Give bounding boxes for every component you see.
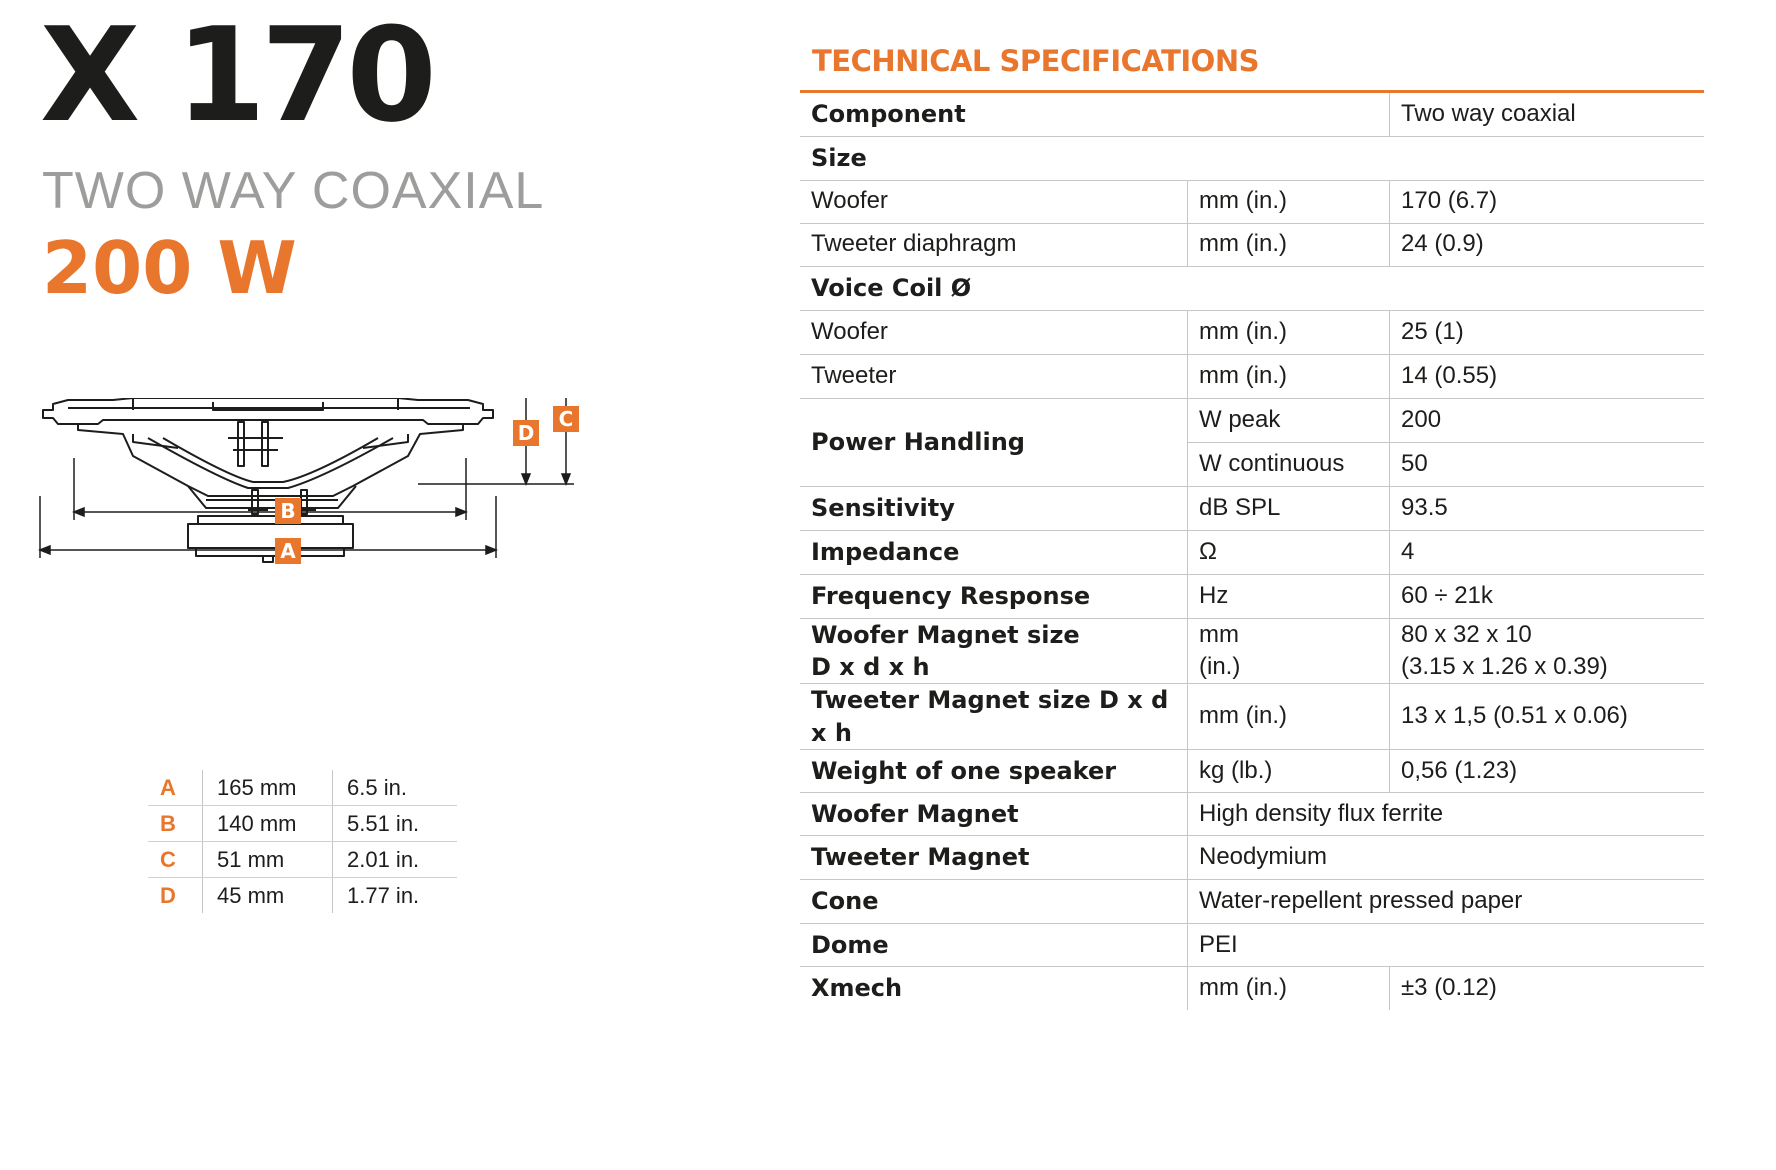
dimension-letter: B (148, 806, 203, 842)
spec-value: 14 (0.55) (1390, 354, 1705, 398)
spec-row-size-tweeter (800, 223, 1704, 266)
spec-unit: mm (in.) (1188, 967, 1390, 1010)
spec-value: 13 x 1,5 (0.51 x 0.06) (1390, 684, 1705, 750)
spec-value: 50 (1390, 442, 1705, 486)
label-a: A (280, 539, 296, 563)
spec-value-line2: (3.15 x 1.26 x 0.39) (1401, 652, 1608, 680)
spec-label: Impedance (800, 530, 1188, 574)
spec-row-woofer-magnet (800, 793, 1704, 836)
spec-label: Tweeter Magnet size D x d x h (800, 684, 1188, 750)
spec-row-vc-woofer (800, 310, 1704, 354)
spec-unit: kg (lb.) (1188, 750, 1390, 793)
spec-label: Weight of one speaker (800, 750, 1188, 793)
spec-value: 24 (0.9) (1390, 223, 1705, 266)
spec-unit: mm (in.) (1188, 684, 1390, 750)
dimension-in: 2.01 in. (333, 842, 458, 878)
spec-table (800, 93, 1704, 1010)
spec-value: ±3 (0.12) (1390, 967, 1705, 1010)
spec-row-size (800, 136, 1704, 180)
spec-label: Tweeter (800, 354, 1188, 398)
spec-value: 200 (1390, 398, 1705, 442)
spec-label: Tweeter diaphragm (800, 223, 1188, 266)
spec-label: Component (800, 93, 1390, 136)
spec-value (1390, 618, 1705, 684)
model-name: X 170 (40, 0, 432, 151)
product-type: TWO WAY COAXIAL (42, 162, 545, 220)
label-c: C (558, 407, 574, 431)
spec-value: High density flux ferrite (1188, 793, 1705, 836)
dimension-row (148, 770, 457, 806)
spec-label: Woofer Magnet (800, 793, 1188, 836)
dimension-mm: 45 mm (203, 878, 333, 914)
spec-value-line1: 80 x 32 x 10 (1401, 620, 1532, 648)
spec-label: Cone (800, 880, 1188, 924)
dimension-row (148, 842, 457, 878)
spec-label (800, 618, 1188, 684)
spec-row-cone (800, 880, 1704, 924)
spec-label: Woofer (800, 180, 1188, 223)
spec-label: Tweeter Magnet (800, 836, 1188, 880)
dimension-in: 6.5 in. (333, 770, 458, 806)
spec-row-voice-coil (800, 266, 1704, 310)
speaker-dimension-diagram (38, 398, 628, 652)
dimensions-table (148, 770, 457, 913)
dimension-in: 5.51 in. (333, 806, 458, 842)
spec-row-power-peak (800, 398, 1704, 442)
spec-title: TECHNICAL SPECIFICATIONS (812, 44, 1259, 78)
spec-value: 25 (1) (1390, 310, 1705, 354)
dimension-row (148, 806, 457, 842)
spec-unit: dB SPL (1188, 486, 1390, 530)
dimension-row (148, 878, 457, 914)
spec-section: Voice Coil Ø (800, 266, 1704, 310)
spec-unit: mm (in.) (1188, 180, 1390, 223)
spec-value: Neodymium (1188, 836, 1705, 880)
spec-row-sensitivity (800, 486, 1704, 530)
spec-value: 170 (6.7) (1390, 180, 1705, 223)
spec-unit: W continuous (1188, 442, 1390, 486)
spec-unit: W peak (1188, 398, 1390, 442)
spec-value: PEI (1188, 924, 1705, 967)
spec-row-xmech (800, 967, 1704, 1010)
dimension-letter: C (148, 842, 203, 878)
spec-value: 93.5 (1390, 486, 1705, 530)
spec-row-size-woofer (800, 180, 1704, 223)
spec-value: Two way coaxial (1390, 93, 1705, 136)
spec-unit-line1: mm (1199, 620, 1239, 648)
spec-value: 4 (1390, 530, 1705, 574)
spec-value: 0,56 (1.23) (1390, 750, 1705, 793)
dimension-mm: 140 mm (203, 806, 333, 842)
spec-section: Size (800, 136, 1704, 180)
spec-unit: mm (in.) (1188, 354, 1390, 398)
spec-unit: Ω (1188, 530, 1390, 574)
spec-label: Woofer (800, 310, 1188, 354)
spec-row-tweeter-magnet (800, 836, 1704, 880)
spec-row-tweeter-magnet-size (800, 684, 1704, 750)
spec-unit: Hz (1188, 574, 1390, 618)
spec-unit (1188, 618, 1390, 684)
spec-unit: mm (in.) (1188, 223, 1390, 266)
spec-row-frequency (800, 574, 1704, 618)
spec-label-line2: D x d x h (811, 652, 930, 681)
dimension-letter: A (148, 770, 203, 806)
spec-label: Xmech (811, 974, 903, 1003)
spec-row-woofer-magnet-size (800, 618, 1704, 684)
label-b: B (280, 499, 296, 523)
spec-label: Frequency Response (800, 574, 1188, 618)
spec-label-line1: Woofer Magnet size (811, 620, 1080, 649)
spec-row-impedance (800, 530, 1704, 574)
label-d: D (517, 421, 535, 445)
spec-unit-line2: (in.) (1199, 652, 1241, 680)
dimension-mm: 51 mm (203, 842, 333, 878)
spec-label: Dome (800, 924, 1188, 967)
dimension-letter: D (160, 882, 176, 908)
spec-unit: mm (in.) (1188, 310, 1390, 354)
spec-row-vc-tweeter (800, 354, 1704, 398)
spec-row-dome (800, 924, 1704, 967)
power-rating: 200 W (42, 226, 297, 310)
spec-value: Water-repellent pressed paper (1188, 880, 1705, 924)
spec-label: Sensitivity (800, 486, 1188, 530)
spec-row-component (800, 93, 1704, 136)
dimension-in: 1.77 in. (333, 878, 458, 914)
dimension-mm: 165 mm (203, 770, 333, 806)
spec-value: 60 ÷ 21k (1390, 574, 1705, 618)
spec-row-weight (800, 750, 1704, 793)
spec-label: Power Handling (800, 398, 1188, 486)
